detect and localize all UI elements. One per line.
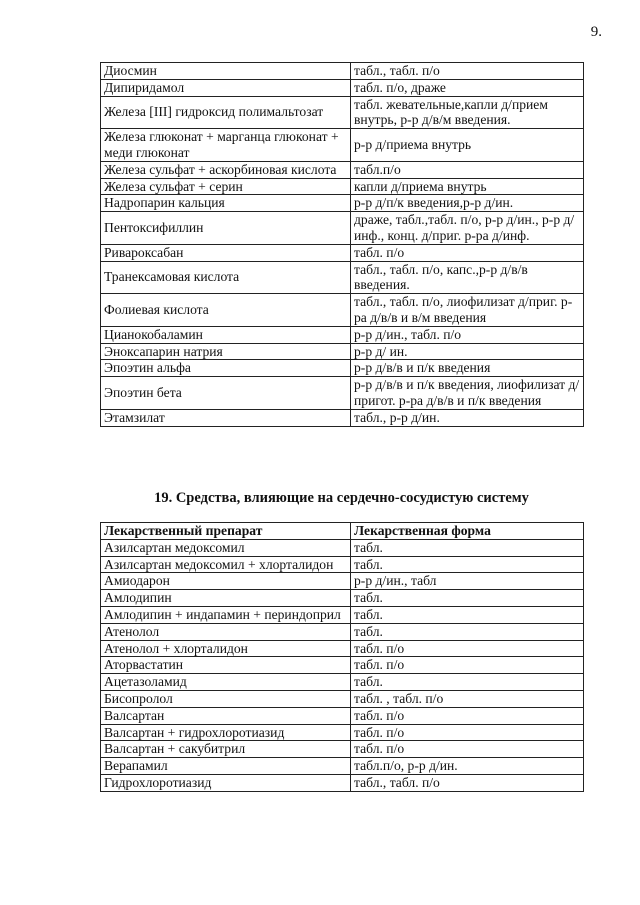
table-row — [101, 690, 584, 707]
table-body — [101, 539, 584, 791]
table-row — [101, 360, 584, 377]
dosage-form-cell: табл. — [351, 623, 584, 640]
drug-name-cell: Амиодарон — [101, 573, 351, 590]
drug-name-cell: Транексамовая кислота — [101, 261, 351, 294]
table-row — [101, 212, 584, 245]
table-row — [101, 409, 584, 426]
table-row — [101, 623, 584, 640]
dosage-form-cell: табл. — [351, 606, 584, 623]
drug-name-cell: Эпоэтин бета — [101, 377, 351, 410]
drug-name-cell: Эноксапарин натрия — [101, 343, 351, 360]
drug-name-cell: Железа глюконат + марганца глюконат + меди глюконат — [101, 129, 351, 162]
table-row — [101, 377, 584, 410]
table-row — [101, 758, 584, 775]
dosage-form-cell: р-р д/п/к введения,р-р д/ин. — [351, 195, 584, 212]
dosage-form-cell: табл. жевательные,капли д/прием внутрь, р-р д/в/м введения. — [351, 96, 584, 129]
drug-name-cell: Железа сульфат + серин — [101, 178, 351, 195]
dosage-form-cell: табл. п/о — [351, 640, 584, 657]
table-row — [101, 657, 584, 674]
table-row — [101, 707, 584, 724]
table-body — [101, 63, 584, 427]
dosage-form-cell: табл., табл. п/о, капс.,р-р д/в/в введения. — [351, 261, 584, 294]
table-row — [101, 244, 584, 261]
dosage-form-cell: табл., табл. п/о — [351, 774, 584, 791]
drug-name-cell: Амлодипин + индапамин + периндоприл — [101, 606, 351, 623]
dosage-form-cell: табл. — [351, 556, 584, 573]
drug-name-cell: Бисопролол — [101, 690, 351, 707]
dosage-form-cell: р-р д/ ин. — [351, 343, 584, 360]
cardiovascular-drugs-table — [100, 522, 584, 792]
dosage-form-cell: табл. п/о — [351, 657, 584, 674]
dosage-form-cell: капли д/приема внутрь — [351, 178, 584, 195]
drug-name-cell: Железа сульфат + аскорбиновая кислота — [101, 161, 351, 178]
drug-name-cell: Ацетазоламид — [101, 674, 351, 691]
drug-name-cell: Пентоксифиллин — [101, 212, 351, 245]
table-row — [101, 539, 584, 556]
drug-name-cell: Гидрохлоротиазид — [101, 774, 351, 791]
drug-name-cell: Ривароксабан — [101, 244, 351, 261]
section-heading: 19. Средства, влияющие на сердечно-сосудистую систему — [154, 490, 529, 506]
dosage-form-cell: табл. п/о — [351, 707, 584, 724]
drug-name-cell: Аторвастатин — [101, 657, 351, 674]
dosage-form-cell: табл.п/о — [351, 161, 584, 178]
table-row — [101, 774, 584, 791]
table-row — [101, 79, 584, 96]
dosage-form-cell: табл. п/о, драже — [351, 79, 584, 96]
dosage-form-cell: р-р д/в/в и п/к введения — [351, 360, 584, 377]
drug-name-cell: Эпоэтин альфа — [101, 360, 351, 377]
drug-name-cell: Валсартан + сакубитрил — [101, 741, 351, 758]
header-form: Лекарственная форма — [351, 523, 584, 540]
table-row — [101, 195, 584, 212]
table-row — [101, 261, 584, 294]
table-row — [101, 129, 584, 162]
page-number: 9. — [590, 24, 602, 40]
table-row — [101, 606, 584, 623]
drug-name-cell: Атенолол + хлорталидон — [101, 640, 351, 657]
drug-name-cell: Надропарин кальция — [101, 195, 351, 212]
dosage-form-cell: табл. — [351, 590, 584, 607]
dosage-form-cell: р-р д/ин., табл — [351, 573, 584, 590]
table-row — [101, 640, 584, 657]
dosage-form-cell: табл. — [351, 539, 584, 556]
table-row — [101, 724, 584, 741]
dosage-form-cell: табл. , табл. п/о — [351, 690, 584, 707]
table-row — [101, 96, 584, 129]
drug-name-cell: Валсартан — [101, 707, 351, 724]
table-row — [101, 326, 584, 343]
drug-name-cell: Азилсартан медоксомил — [101, 539, 351, 556]
table-row — [101, 590, 584, 607]
drug-name-cell: Железа [III] гидроксид полимальтозат — [101, 96, 351, 129]
table-row — [101, 573, 584, 590]
dosage-form-cell: табл., р-р д/ин. — [351, 409, 584, 426]
dosage-form-cell: р-р д/приема внутрь — [351, 129, 584, 162]
drug-name-cell: Атенолол — [101, 623, 351, 640]
dosage-form-cell: табл.п/о, р-р д/ин. — [351, 758, 584, 775]
table-header-row — [101, 523, 584, 540]
drug-name-cell: Диосмин — [101, 63, 351, 80]
table-row — [101, 161, 584, 178]
table-row — [101, 343, 584, 360]
drug-name-cell: Валсартан + гидрохлоротиазид — [101, 724, 351, 741]
table-row — [101, 674, 584, 691]
drug-name-cell: Этамзилат — [101, 409, 351, 426]
table-row — [101, 294, 584, 327]
dosage-form-cell: табл., табл. п/о — [351, 63, 584, 80]
table-row — [101, 556, 584, 573]
dosage-form-cell: табл. п/о — [351, 724, 584, 741]
dosage-form-cell: табл. — [351, 674, 584, 691]
header-drug: Лекарственный препарат — [101, 523, 351, 540]
drug-name-cell: Верапамил — [101, 758, 351, 775]
drug-name-cell: Азилсартан медоксомил + хлорталидон — [101, 556, 351, 573]
drug-name-cell: Амлодипин — [101, 590, 351, 607]
dosage-form-cell: р-р д/в/в и п/к введения, лиофилизат д/пригот. р-ра д/в/в и п/к введения — [351, 377, 584, 410]
dosage-form-cell: драже, табл.,табл. п/о, р-р д/ин., р-р д/инф., конц. д/приг. р-ра д/инф. — [351, 212, 584, 245]
table-row — [101, 63, 584, 80]
table-row — [101, 178, 584, 195]
dosage-form-cell: табл. п/о — [351, 244, 584, 261]
dosage-form-cell: табл., табл. п/о, лиофилизат д/приг. р-ра д/в/в и в/м введения — [351, 294, 584, 327]
table-row — [101, 741, 584, 758]
drug-name-cell: Дипиридамол — [101, 79, 351, 96]
drug-name-cell: Цианокобаламин — [101, 326, 351, 343]
drug-name-cell: Фолиевая кислота — [101, 294, 351, 327]
dosage-form-cell: табл. п/о — [351, 741, 584, 758]
drug-forms-table-continued — [100, 62, 584, 427]
dosage-form-cell: р-р д/ин., табл. п/о — [351, 326, 584, 343]
